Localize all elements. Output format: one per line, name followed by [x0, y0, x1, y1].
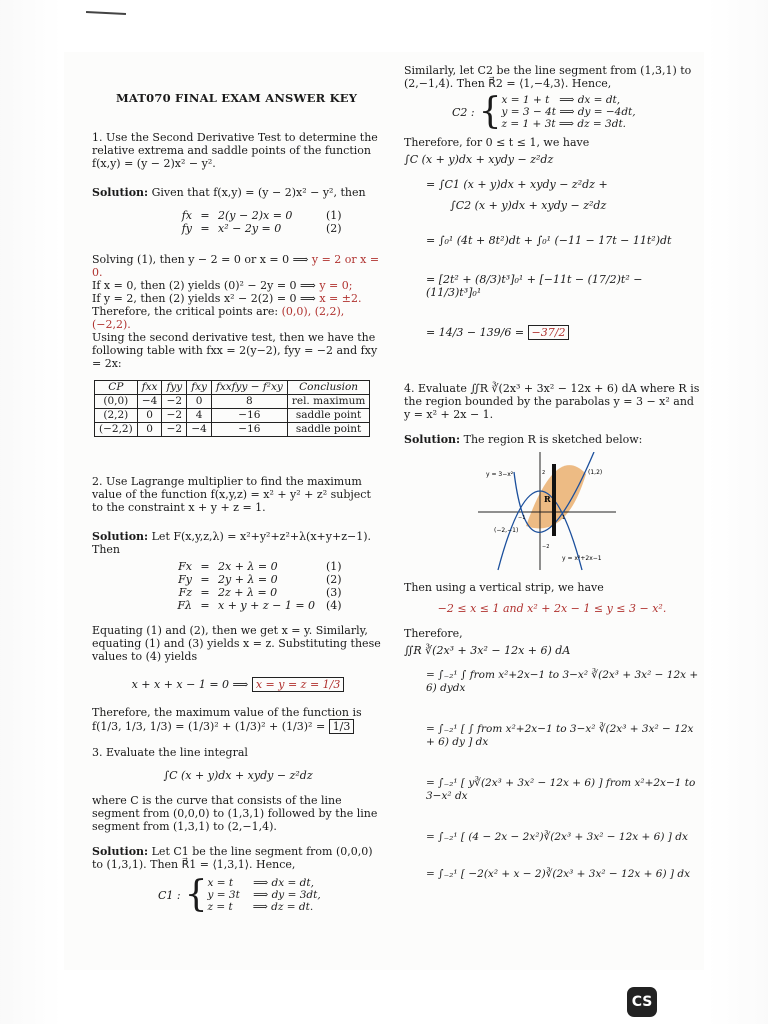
q1-critical-points: (0,0), (2,2), (−2,2).: [92, 305, 345, 331]
q1-table-header-cell: fxx: [137, 381, 162, 395]
q1-table-header-cell: CP: [95, 381, 138, 395]
left-column: [92, 92, 384, 913]
q3-c1-line: y = 3t ⟹ dy = 3dt,: [207, 889, 321, 901]
q3-c2-line: z = 1 + 3t ⟹ dz = 3dt.: [501, 118, 627, 130]
q4-vertical-strip: Then using a vertical strip, we have: [404, 581, 604, 594]
q1-eq1-tag: (1): [326, 209, 342, 222]
q1-table-cell: (−2,2): [95, 423, 138, 437]
q3-therefore: Therefore, for 0 ≤ t ≤ 1, we have: [404, 136, 590, 149]
q2-equation-row: [156, 599, 384, 612]
q3-integral: ∫C (x + y)dx + xydy − z²dz: [163, 769, 313, 782]
q1-table-header-cell: fyy: [162, 381, 187, 395]
camscanner-logo: CS: [627, 987, 657, 1017]
q3-c2-line: x = 1 + t ⟹ dx = dt,: [501, 94, 621, 106]
q4-step5: = ∫₋₂¹ [ −2(x² + x − 2)∛(2x³ + 3x² − 12x + 6) ] dx: [426, 868, 690, 880]
q1-table-cell: −2: [162, 395, 187, 409]
x-tick-1: 1: [562, 515, 566, 521]
q1-table-header-cell: Conclusion: [287, 381, 369, 395]
q1-eq2-rhs: x² − 2y = 0: [218, 222, 282, 235]
q3-where: where C is the curve that consists of the line segment from (0,0,0) to (1,3,1) followed by the line segment from (1,3,1) to (2,−1,4).: [92, 794, 378, 833]
q2-eq-rhs: 2y + λ = 0: [218, 573, 278, 586]
q3-step1a: = ∫C1 (x + y)dx + xydy − z²dz +: [426, 178, 608, 191]
q4-solution-intro: The region R is sketched below:: [463, 433, 643, 446]
upper-curve-label: y = 3−x²: [486, 471, 514, 478]
q3-step4: = 14/3 − 139/6 =: [426, 326, 525, 339]
q3-c2-label: C2 :: [452, 105, 475, 119]
q3-solution-label: Solution:: [92, 845, 149, 858]
q2-equations: [156, 560, 384, 612]
q3-answer-box: −37/2: [528, 325, 570, 340]
q2-eq-rhs: 2x + λ = 0: [218, 560, 278, 573]
q1-solution-intro: Given that f(x,y) = (y − 2)x² − y², then: [151, 186, 366, 199]
q2-eq-tag: (3): [326, 586, 342, 599]
q2-substitution: x + x + x − 1 = 0 ⟹: [131, 678, 249, 691]
q1-table-row: [95, 409, 370, 423]
q1-line4: Therefore, the critical points are:: [92, 305, 279, 318]
q4-step4: = ∫₋₂¹ [ (4 − 2x − 2x²)∛(2x³ + 3x² − 12x + 6) ] dx: [426, 831, 688, 843]
q1-table-cell: saddle point: [287, 423, 369, 437]
q2-equation-row: [156, 573, 384, 586]
q2-eq-tag: (1): [326, 560, 342, 573]
q1-eq2-tag: (2): [326, 222, 342, 235]
q1-solution-label: Solution:: [92, 186, 149, 199]
q1-line1-result: y = 2 or x = 0.: [92, 253, 380, 279]
q2-solution-intro: Let F(x,y,z,λ) = x²+y²+z²+λ(x+y+z−1). Then: [92, 530, 372, 556]
region-sketch: [478, 452, 700, 575]
q1-table-cell: 0: [137, 423, 162, 437]
q1-line3: If y = 2, then (2) yields x² − 2(2) = 0 ⟹: [92, 292, 316, 305]
q1-table-cell: 8: [211, 395, 287, 409]
q4-step1: = ∫₋₂¹ ∫ from x²+2x−1 to 3−x² ∛(2x³ + 3x² − 12x + 6) dydx: [426, 669, 699, 694]
q3-solution-intro: Let C1 be the line segment from (0,0,0) to (1,3,1). Then R⃗1 = ⟨1,3,1⟩. Hence,: [92, 845, 373, 871]
q1-table: [94, 380, 370, 437]
q2-eq-lhs: Fy: [178, 573, 192, 586]
x-tick-neg1: −1: [518, 515, 526, 521]
q1-table-cell: saddle point: [287, 409, 369, 423]
q1-eq2-lhs: fy: [181, 222, 192, 235]
q1-eq1-lhs: fx: [181, 209, 192, 222]
lower-curve-label: y = x²+2x−1: [562, 555, 602, 562]
q2-equation-row: [156, 586, 384, 599]
q1-table-cell: −2: [162, 423, 187, 437]
region-label: R: [544, 494, 551, 504]
q2-solution-label: Solution:: [92, 530, 149, 543]
q3-c1-param: C1 : { x = t ⟹ dx = dt, y = 3t ⟹ dy = 3dt, z = t ⟹ dz = dt.: [158, 874, 321, 915]
q1-table-cell: −16: [211, 423, 287, 437]
q1-table-cell: 4: [187, 409, 212, 423]
q1-table-cell: −4: [137, 395, 162, 409]
right-column: [404, 64, 700, 881]
q3-int-line: ∫C (x + y)dx + xydy − z²dz: [404, 153, 554, 166]
q1-table-cell: −16: [211, 409, 287, 423]
q2-eq-rhs: 2z + λ = 0: [218, 586, 278, 599]
q2-max-value-box: 1/3: [329, 719, 355, 734]
q4-int0: ∬R ∛(2x³ + 3x² − 12x + 6) dA: [404, 644, 571, 657]
point-1-2-label: (1,2): [588, 469, 603, 476]
point-neg2-neg1-label: (−2,−1): [494, 527, 519, 534]
page-title: MAT070 FINAL EXAM ANSWER KEY: [116, 91, 358, 105]
q4-therefore: Therefore,: [404, 627, 463, 640]
q4-solution-label: Solution:: [404, 433, 461, 446]
q1-equations: fx = 2(y − 2)x = 0 (1) fy = x² − 2y = 0 (2): [156, 209, 384, 235]
q2-conclusion: Therefore, the maximum value of the function is f(1/3, 1/3, 1/3) = (1/3)² + (1/3)² + (1/3)² =: [92, 706, 362, 733]
q3-c2-line: y = 3 − 4t ⟹ dy = −4dt,: [501, 106, 636, 118]
q3-c2-intro: Similarly, let C2 be the line segment from (1,3,1) to (2,−1,4). Then R⃗2 = ⟨1,−4,3⟩. Hence,: [404, 64, 692, 90]
q1-working: [92, 253, 384, 370]
q4-bounds: −2 ≤ x ≤ 1 and x² + 2x − 1 ≤ y ≤ 3 − x².: [437, 602, 667, 615]
q2-answer-box: x = y = z = 1/3: [252, 677, 345, 692]
region-sketch-svg: [478, 452, 618, 572]
q4-step3: = ∫₋₂¹ [ y∛(2x³ + 3x² − 12x + 6) ] from x²+2x−1 to 3−x² dx: [426, 777, 696, 802]
q2-eq-rhs: x + y + z − 1 = 0: [218, 599, 316, 612]
q1-line2-result: y = 0;: [315, 279, 353, 292]
equals-sign: =: [200, 586, 210, 599]
q2-eq-lhs: Fx: [178, 560, 192, 573]
q1-table-cell: −2: [162, 409, 187, 423]
q1-table-cell: (0,0): [95, 395, 138, 409]
q3-c2-param: C2 : { x = 1 + t ⟹ dx = dt, y = 3 − 4t ⟹ dy = −4dt, z = 1 + 3t ⟹ dz = 3dt.: [452, 91, 636, 132]
q4-step2: = ∫₋₂¹ [ ∫ from x²+2x−1 to 3−x² ∛(2x³ + 3x² − 12x + 6) dy ] dx: [426, 723, 694, 748]
q3-steps: [404, 178, 700, 340]
q2-eq-tag: (2): [326, 573, 342, 586]
q3-step1b: ∫C2 (x + y)dx + xydy − z²dz: [450, 199, 607, 212]
q3-c1-label: C1 :: [158, 888, 181, 902]
q2-eq-lhs: Fz: [178, 586, 192, 599]
q3-c1-line: x = t ⟹ dx = dt,: [207, 877, 314, 889]
q1-table-header-cell: fxy: [187, 381, 212, 395]
q1-table-row: [95, 395, 370, 409]
q1-line5: Using the second derivative test, then we have the following table with fxx = 2(y−2), fyy = −2 and fxy = 2x:: [92, 331, 378, 370]
q3-step2: = ∫₀¹ (4t + 8t²)dt + ∫₀¹ (−11 − 17t − 11t²)dt: [426, 234, 672, 247]
q1-table-cell: −4: [187, 423, 212, 437]
equals-sign: =: [200, 560, 210, 573]
q1-table-header: [95, 381, 370, 395]
q2-equating: Equating (1) and (2), then we get x = y. Similarly, equating (1) and (3) yields x = z. Substituting these values to (4) yields: [92, 624, 381, 663]
equals-sign: =: [200, 599, 210, 612]
q3-question: 3. Evaluate the line integral: [92, 746, 248, 759]
q3-c1-line: z = t ⟹ dz = dt.: [207, 901, 314, 913]
q3-step3: = [2t² + (8/3)t³]₀¹ + [−11t − (17/2)t² − (11/3)t³]₀¹: [426, 273, 643, 299]
y-tick-neg2: −2: [542, 544, 550, 550]
q1-table-header-cell: fxxfyy − f²xy: [211, 381, 287, 395]
q1-line3-result: x = ±2.: [315, 292, 362, 305]
q1-table-row: [95, 423, 370, 437]
pen-mark: [86, 11, 126, 15]
q1-table-cell: 0: [187, 395, 212, 409]
q2-eq-tag: (4): [326, 599, 342, 612]
q2-equation-row: [156, 560, 384, 573]
q1-table-cell: rel. maximum: [287, 395, 369, 409]
q4-steps: [404, 669, 700, 881]
q1-eq1-rhs: 2(y − 2)x = 0: [218, 209, 293, 222]
q1-question: 1. Use the Second Derivative Test to determine the relative extrema and saddle points of the function f(x,y) = (y − 2)x² − y².: [92, 131, 378, 170]
q1-line1: Solving (1), then y − 2 = 0 or x = 0 ⟹: [92, 253, 309, 266]
q2-eq-lhs: Fλ: [177, 599, 192, 612]
q1-table-cell: 0: [137, 409, 162, 423]
y-tick-2: 2: [542, 470, 546, 476]
q4-question: 4. Evaluate ∬R ∛(2x³ + 3x² − 12x + 6) dA where R is the region bounded by the parabolas y = 3 − x² and y = x² + 2x − 1.: [404, 382, 700, 421]
q2-question: 2. Use Lagrange multiplier to find the maximum value of the function f(x,y,z) = x² + y² + z² subject to the constraint x + y + z = 1.: [92, 475, 371, 514]
equals-sign: =: [200, 573, 210, 586]
q1-line2: If x = 0, then (2) yields (0)² − 2y = 0 ⟹: [92, 279, 316, 292]
q1-table-cell: (2,2): [95, 409, 138, 423]
